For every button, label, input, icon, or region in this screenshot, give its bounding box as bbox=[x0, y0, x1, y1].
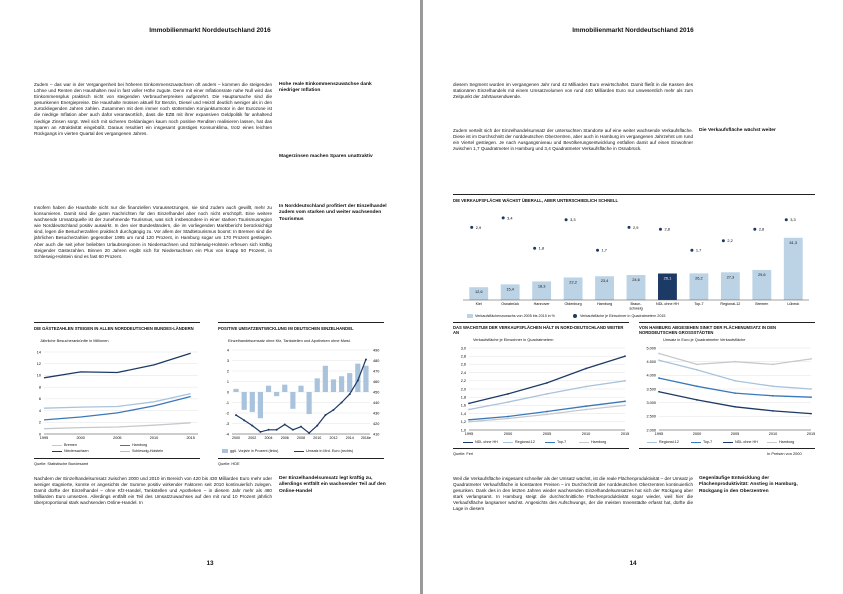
chart-subtitle: Umsatz in Euro je Quadratmeter Verkaufsfläche bbox=[663, 337, 746, 342]
chart-bottom-rule bbox=[34, 458, 200, 459]
y-tick-label: -2 bbox=[225, 411, 229, 416]
bar-value-label: 61,3 bbox=[789, 239, 798, 245]
chart-subtitle: Einzelhandelsumsatz ohne Kfz, Tankstellen und Apotheken ohne Mwst. bbox=[228, 338, 351, 343]
x-tick-label: Regional-12 bbox=[720, 302, 741, 306]
x-tick-label: Top-7 bbox=[694, 302, 704, 306]
body-paragraph: Nachdem der Einzelhandelsumsatz zwischen 2000 und 2010 im Bereich von 420 bis 430 Milliarden Euro mehr oder weniger stagnierte, konnte er angesichts der Summe positiv wirkender Faktoren seit 2010 kontinuierlich zulegen. Damit dürfte der Einzelhandel – ohne Kfz-Handel, Tankstellen und Apotheken – in diesem Jahr mehr als 480 Milliarden Euro umsetzen. Allerdings entfällt ein Teil des Umsatzzuwachses auf den mit rund 10 Prozent jährlich überproportional stark wachsenden Online-Handel. In bbox=[34, 476, 272, 506]
legend-item: Regional-12 bbox=[647, 440, 679, 444]
legend-item: Hamburg bbox=[579, 440, 606, 444]
margin-note: Magerzinsen machen Sparen unattraktiv bbox=[279, 154, 373, 159]
point-value-label: 3,3 bbox=[570, 217, 576, 223]
y-tick-label: 3 bbox=[226, 358, 229, 363]
legend-item: Bremen bbox=[52, 443, 77, 447]
chart-source: Quelle: HDE bbox=[218, 461, 240, 466]
legend-item: NDL ohne HH bbox=[463, 440, 498, 444]
data-point bbox=[696, 385, 698, 387]
data-point bbox=[308, 432, 310, 434]
data-point bbox=[502, 216, 505, 219]
legend-item: NDL ohne HH bbox=[723, 440, 758, 444]
x-tick-label: 2006 bbox=[280, 436, 289, 440]
bar bbox=[282, 385, 287, 392]
chart-subtitle: Verkaufsfläche je Einwohner in Quadratmetern bbox=[473, 337, 554, 342]
chart-source: Quelle: Statistische Bundesamt bbox=[34, 461, 89, 466]
chart-note: In Preisen von 2000 bbox=[767, 451, 802, 456]
y-tick-label: 12 bbox=[36, 362, 41, 367]
series-line bbox=[44, 353, 191, 378]
legend-item: Hamburg bbox=[120, 443, 147, 447]
x-tick-label: 2015 bbox=[186, 436, 195, 440]
y-tick-label: -3 bbox=[225, 421, 229, 426]
right-page bbox=[423, 0, 843, 594]
bar bbox=[784, 238, 803, 300]
y-tick-label: 2,2 bbox=[460, 379, 466, 384]
y-tick-label: 4 bbox=[226, 348, 229, 353]
x-tick-label: 2010 bbox=[581, 432, 591, 436]
body-paragraph: Zudem – das war in der Vergangenheit bei höheren Einkommenszuwächsen oft anders – kommen die steigenden Löhne und Renten den Haushalten real in fast voller Höhe zugute. Denn mit einer Inflationsrate nahe Null wird das Einkommensplus praktisch nicht von steigenden Verbraucherpreisen aufgezehrt. Die Hauptursache sind die gesunkenen Energiepreise. Die Haushalte müssen aktuell für Benzin, Diesel und Heizöl deutlich weniger als in den zurückliegenden Jahren zahlen. Zusammen mit dem immer noch stotternden Konjunkturmotor in der Eurozone ist die niedrige Inflation aber auch dafür verantwortlich, dass die EZB mit ihrer expansiven Geldpolitik für anhaltend niedrige Zinsen sorgt. Weil sich mit sicheren Geldanlagen kaum noch positive Renditen realisieren lassen, hat das Sparen an Attraktivität eingebüßt. Daraus resultiert ein insgesamt günstiges Konsumklima, trotz eines leichten Rückgangs im vierten Quartal des vergangenen Jahres. bbox=[34, 82, 272, 136]
page-number: 13 bbox=[206, 560, 214, 567]
bar bbox=[298, 386, 303, 392]
x-tick-label: 2004 bbox=[264, 436, 273, 440]
sales-area-per-capita-chart bbox=[449, 344, 631, 440]
legend-item: Umsatz in Mrd. Euro (rechts) bbox=[294, 449, 353, 453]
data-point bbox=[734, 361, 736, 363]
x-tick-label: Hannover bbox=[533, 302, 550, 306]
margin-note: Hohe reale Einkommenszuwächse dank niedriger Inflation bbox=[279, 82, 372, 94]
data-point bbox=[624, 400, 626, 402]
y-tick-label: 4 bbox=[38, 408, 41, 413]
bar bbox=[339, 376, 344, 392]
y-tick-label: 3.500 bbox=[646, 387, 656, 392]
y2-tick-label: 460 bbox=[373, 379, 380, 384]
bar-value-label: 18,3 bbox=[537, 283, 546, 289]
data-point bbox=[533, 247, 536, 250]
chart-bottom-rule bbox=[639, 448, 815, 449]
guest-arrivals-chart bbox=[30, 346, 202, 446]
left-page bbox=[0, 0, 420, 594]
y2-tick-label: 450 bbox=[373, 390, 380, 395]
y-tick-label: 1,0 bbox=[460, 428, 466, 433]
running-head: Immobilienmarkt Norddeutschland 2016 bbox=[572, 27, 694, 34]
y-tick-label: 4.000 bbox=[646, 373, 656, 378]
data-point bbox=[243, 419, 245, 421]
x-tick-label: 2012 bbox=[329, 436, 338, 440]
y-tick-label: 3.000 bbox=[646, 400, 656, 405]
x-tick-label: 2015 bbox=[620, 432, 630, 436]
y2-tick-label: 470 bbox=[373, 369, 380, 374]
legend-item: Schleswig-Holstein bbox=[120, 449, 163, 453]
point-value-label: 1,7 bbox=[695, 247, 702, 253]
y-tick-label: 2,8 bbox=[460, 354, 466, 359]
x-tick-label: 2002 bbox=[248, 436, 257, 440]
x-tick-label: 2008 bbox=[297, 436, 305, 440]
x-tick-label: 1995 bbox=[654, 432, 664, 436]
y-tick-label: 8 bbox=[38, 385, 41, 390]
data-point bbox=[349, 393, 351, 395]
sales-area-growth-chart bbox=[453, 210, 815, 314]
chart-bottom-rule bbox=[218, 458, 384, 459]
y-tick-label: 3,0 bbox=[460, 346, 466, 351]
data-point bbox=[696, 364, 698, 366]
bar bbox=[307, 392, 312, 414]
series-line bbox=[44, 397, 191, 420]
x-tick-label: 2005 bbox=[542, 432, 552, 436]
y2-tick-label: 410 bbox=[373, 432, 380, 437]
x-tick-label: Bremen bbox=[755, 302, 769, 306]
x-tick-label: Lübeck bbox=[787, 302, 800, 306]
point-value-label: 2,2 bbox=[727, 238, 733, 244]
data-point bbox=[772, 410, 774, 412]
y-tick-label: 0 bbox=[38, 432, 41, 437]
y-tick-label: -4 bbox=[225, 432, 229, 437]
legend-item: Hamburg bbox=[767, 440, 794, 444]
y-tick-label: 2,6 bbox=[460, 362, 466, 367]
series-line bbox=[44, 423, 191, 429]
data-point bbox=[324, 414, 326, 416]
body-paragraph: Insofern haben die Haushalte nicht nur die finanziellen Voraussetzungen, sie sind zudem auch gewillt, mehr zu konsumieren. Damit sind die guten Nachrichten für den Einzelhandel aber noch nicht erschöpft. Eine weitere wachsende Umsatzquelle ist der zunehmende Tourismus, was sich insbesondere in einer starken Tourismusregion wie Norddeutschland positiv auswirkt. In den vier Bundesländern, die im vorliegenden Marktbericht berücksichtigt sind, legen die Besucherzahlen praktisch durchgängig zu. Vor allem der Städtetourismus boomt: In Bremen sind die jährlichen Besucherzahlen gegenüber 1995 um rund 120 Prozent, in Hamburg sogar um 170 Prozent gestiegen. Aber auch die seit jeher beliebten Urlaubsregionen in Niedersachsen und Schleswig-Holstein erfreuen sich kräftig steigender Gästezahlen. Binnen 20 Jahren ergibt sich für Niedersachsen ein Plus von knapp 50 Prozent, in Schleswig-Holstein sind es fast 60 Prozent. bbox=[34, 205, 272, 259]
bar bbox=[347, 373, 352, 392]
y-tick-label: 1,4 bbox=[460, 411, 466, 416]
x-tick-label: 2016e bbox=[360, 436, 371, 440]
point-value-label: 2,9 bbox=[475, 224, 482, 230]
bar-value-label: 15,4 bbox=[506, 286, 514, 292]
data-point bbox=[357, 379, 359, 381]
y-tick-label: 4.500 bbox=[646, 359, 656, 364]
margin-note: Gegenläufige Entwicklung der Flächenproduktivität: Anstieg in Hamburg, Rückgang in den Oberzentren bbox=[699, 476, 798, 494]
x-tick-label: 2000 bbox=[232, 436, 241, 440]
bar bbox=[242, 392, 247, 410]
chart-title: DIE VERKAUFSFLÄCHE WÄCHST ÜBERALL, ABER UNTERSCHIEDLICH SCHNELL bbox=[453, 198, 619, 203]
sales-per-sqm-chart bbox=[635, 344, 817, 440]
data-point bbox=[507, 401, 509, 403]
bar bbox=[233, 389, 238, 392]
y-tick-label: -1 bbox=[225, 400, 229, 405]
bar bbox=[331, 379, 336, 392]
series-line bbox=[44, 394, 191, 409]
chart-subtitle: Jährliche Besucherankünfte in Millionen bbox=[40, 338, 109, 343]
data-point bbox=[292, 429, 294, 431]
bar-value-label: 24,6 bbox=[632, 277, 640, 283]
bar-value-label: 26,1 bbox=[663, 275, 672, 281]
data-point bbox=[810, 396, 812, 398]
bar-value-label: 22,2 bbox=[569, 279, 577, 285]
bar bbox=[315, 378, 320, 392]
x-tick-label: schweig bbox=[629, 306, 643, 311]
x-tick-label: Osnabrück bbox=[501, 302, 520, 306]
bar-value-label: 27,3 bbox=[726, 274, 735, 280]
data-point bbox=[690, 249, 693, 252]
data-point bbox=[734, 392, 736, 394]
point-value-label: 1,8 bbox=[538, 245, 545, 251]
data-point bbox=[470, 226, 473, 229]
data-point bbox=[507, 416, 509, 418]
running-head: Immobilienmarkt Norddeutschland 2016 bbox=[149, 27, 271, 34]
bar-value-label: 12,6 bbox=[474, 289, 483, 295]
chart-title: POSITIVE UMSATZENTWICKLUNG IM DEUTSCHEN EINZELHANDEL bbox=[218, 326, 354, 331]
point-value-label: 3,3 bbox=[790, 217, 796, 223]
y2-tick-label: 440 bbox=[373, 400, 380, 405]
x-tick-label: Kiel bbox=[475, 302, 482, 306]
body-paragraph: Zudem verteilt sich der Einzelhandelsumsatz der untersuchten Standorte auf eine weiter wachsende Verkaufsfläche. Diese ist im Durchschnitt der norddeutschen Oberzentren, aber auch in Hamburg im vergangenen Jahrzehnt um rund ein Viertel gestiegen. Je nach Ausgangsniveau und Bevölkerungsentwicklung entfallen damit auf einen Einwohner zwischen 1,7 Quadratmeter in Hamburg und 3,4 Quadratmeter Verkaufsfläche in Osnabrück. bbox=[453, 128, 693, 152]
bar bbox=[258, 392, 263, 418]
legend-item: ggü. Vorjahr in Prozent (links) bbox=[222, 449, 278, 453]
data-point bbox=[696, 369, 698, 371]
data-point bbox=[785, 218, 788, 221]
data-point bbox=[772, 395, 774, 397]
data-point bbox=[772, 364, 774, 366]
series-line bbox=[659, 360, 811, 389]
y2-tick-label: 480 bbox=[373, 358, 380, 363]
x-tick-label: 1995 bbox=[39, 436, 49, 440]
legend-item: Verkaufsfläche je Einwohner in Quadratmetern 2015 bbox=[573, 314, 665, 318]
point-value-label: 2,8 bbox=[758, 226, 765, 232]
x-tick-label: 2014 bbox=[345, 436, 354, 440]
data-point bbox=[565, 218, 568, 221]
data-point bbox=[624, 380, 626, 382]
data-point bbox=[507, 418, 509, 420]
series-line bbox=[469, 401, 625, 420]
y-tick-label: 1,2 bbox=[460, 420, 466, 425]
data-point bbox=[810, 413, 812, 415]
x-tick-label: NDL ohne HH bbox=[656, 302, 679, 306]
x-tick-label: 2005 bbox=[730, 432, 740, 436]
y-tick-label: 10 bbox=[36, 373, 41, 378]
bar bbox=[290, 392, 295, 409]
y-tick-label: 2,4 bbox=[460, 370, 466, 375]
data-point bbox=[734, 406, 736, 408]
data-point bbox=[259, 431, 261, 433]
data-point bbox=[810, 388, 812, 390]
data-point bbox=[585, 368, 587, 370]
data-point bbox=[546, 393, 548, 395]
bar-value-label: 26,2 bbox=[695, 275, 703, 281]
data-point bbox=[468, 421, 470, 423]
series-line bbox=[236, 360, 366, 434]
data-point bbox=[624, 405, 626, 407]
data-point bbox=[251, 425, 253, 427]
margin-note: In Norddeutschland profitiert der Einzelhandel zudem vom starken und weiter wachsenden Tourismus bbox=[279, 204, 387, 222]
data-point bbox=[365, 358, 367, 360]
data-point bbox=[316, 425, 318, 427]
bar bbox=[355, 364, 360, 392]
data-point bbox=[341, 402, 343, 404]
data-point bbox=[585, 405, 587, 407]
data-point bbox=[468, 419, 470, 421]
legend-item: Top-7 bbox=[691, 440, 712, 444]
data-point bbox=[546, 411, 548, 413]
data-point bbox=[468, 409, 470, 411]
data-point bbox=[546, 414, 548, 416]
data-point bbox=[810, 358, 812, 360]
data-point bbox=[696, 399, 698, 401]
x-tick-label: 2000 bbox=[76, 436, 85, 440]
data-point bbox=[585, 386, 587, 388]
retail-sales-chart bbox=[214, 346, 394, 446]
y-tick-label: 0 bbox=[226, 390, 229, 395]
legend-item: Verkaufsflächenzuwachs von 2005 bis 2015 in % bbox=[467, 314, 555, 318]
data-point bbox=[659, 228, 662, 231]
y2-tick-label: 490 bbox=[373, 348, 380, 353]
x-tick-label: Hamburg bbox=[596, 302, 613, 306]
chart-top-rule bbox=[218, 322, 384, 323]
bar bbox=[323, 366, 328, 392]
data-point bbox=[268, 429, 270, 431]
y-tick-label: 1 bbox=[226, 379, 229, 384]
data-point bbox=[734, 380, 736, 382]
bar bbox=[250, 392, 255, 412]
chart-top-rule bbox=[34, 322, 200, 323]
margin-note: Der Einzelhandelsumsatz legt kräftig zu, allerdings entfällt ein wachsender Teil auf den Online-Handel bbox=[279, 476, 386, 494]
bar bbox=[274, 392, 279, 396]
bar-value-label: 29,6 bbox=[758, 271, 766, 277]
x-tick-label: Braun- bbox=[630, 302, 642, 306]
data-point bbox=[658, 377, 660, 379]
bar bbox=[363, 366, 368, 392]
data-point bbox=[772, 385, 774, 387]
margin-note: Die Verkaufsfläche wächst weiter bbox=[699, 128, 776, 133]
y-tick-label: 6 bbox=[38, 397, 41, 402]
data-point bbox=[753, 228, 756, 231]
x-tick-label: 1995 bbox=[464, 432, 474, 436]
chart-title: VON HAMBURG ABGESEHEN SINKT DER FLÄCHENUMSATZ IN DEN NORDDEUTSCHEN GROSSSTÄDTEN bbox=[639, 325, 777, 336]
page-number: 14 bbox=[629, 560, 637, 567]
y2-tick-label: 420 bbox=[373, 421, 380, 426]
body-paragraph: Weil die Verkaufsfläche insgesamt schneller als der Umsatz wächst, ist die reale Flächenproduktivität – der Umsatz je Quadratmeter Verkaufsfläche in konstanten Preisen – im Durchschnitt der norddeutschen Oberzentren kontinuierlich gesunken. Dank des in den letzten Jahren wieder wachsenden Einzelhandelsumsatzes hat sich der Rückgang aber stark verlangsamt. In Hamburg steigt die durchschnittliche Flächenproduktivität sogar wieder, weil hier die Verkaufsfläche langsamer wächst. Angesichts des Aufschwungs, der die meisten Innenstädte erfasst hat, dürfte die Lage in diesem bbox=[453, 476, 693, 512]
data-point bbox=[284, 424, 286, 426]
data-point bbox=[624, 355, 626, 357]
data-point bbox=[658, 353, 660, 355]
legend-item: Regional-12 bbox=[503, 440, 535, 444]
chart-title: DIE GÄSTEZAHLEN STEIGEN IN ALLEN NORDDEUTSCHEN BUNDES-LÄNDERN bbox=[34, 326, 194, 331]
chart-top-rule bbox=[453, 194, 815, 195]
data-point bbox=[276, 429, 278, 431]
x-tick-label: 2010 bbox=[149, 436, 159, 440]
x-tick-label: 2010 bbox=[768, 432, 778, 436]
x-tick-label: Oldenburg bbox=[564, 302, 582, 306]
x-tick-label: 2010 bbox=[313, 436, 322, 440]
chart-title: DAS WACHSTUM DER VERKAUFSFLÄCHEN HÄLT IN NORD-DEUTSCHLAND WEITER AN bbox=[453, 325, 624, 336]
data-point bbox=[235, 414, 237, 416]
chart-top-rule bbox=[453, 322, 629, 323]
y2-tick-label: 430 bbox=[373, 411, 380, 416]
body-paragraph: diesem Segment wurden im vergangenen Jahr rund 42 Milliarden Euro erwirtschaftet. Damit fließt in die Kassen des stationären Einzelhandels mit einem Umsatzvolumen von rund 440 Milliarden Euro nur unwesentlich mehr als zum Zeitpunkt der Jahrtausendwende. bbox=[453, 82, 693, 100]
point-value-label: 1,7 bbox=[601, 247, 607, 253]
y-tick-label: 2.000 bbox=[646, 428, 656, 433]
y-tick-label: 14 bbox=[36, 350, 41, 355]
data-point bbox=[585, 409, 587, 411]
y-tick-label: 2 bbox=[38, 420, 41, 425]
data-point bbox=[628, 226, 631, 229]
data-point bbox=[658, 359, 660, 361]
series-line bbox=[469, 356, 625, 403]
chart-source: Quelle: Feri bbox=[453, 451, 474, 456]
bar-value-label: 23,4 bbox=[600, 278, 609, 284]
data-point bbox=[722, 239, 725, 242]
chart-top-rule bbox=[639, 322, 815, 323]
point-value-label: 2,8 bbox=[664, 226, 670, 232]
point-value-label: 2,9 bbox=[633, 224, 639, 230]
y-tick-label: 1,8 bbox=[460, 395, 466, 400]
series-line bbox=[659, 354, 811, 365]
point-value-label: 3,4 bbox=[507, 215, 513, 221]
y-tick-label: 5.000 bbox=[646, 346, 656, 351]
y-tick-label: 2,0 bbox=[460, 387, 466, 392]
data-point bbox=[658, 391, 660, 393]
chart-bottom-rule bbox=[453, 448, 629, 449]
legend-item: Top-7 bbox=[545, 440, 566, 444]
x-tick-label: 2000 bbox=[692, 432, 702, 436]
x-tick-label: 2015 bbox=[806, 432, 816, 436]
y-tick-label: 2.500 bbox=[646, 414, 656, 419]
data-point bbox=[596, 249, 599, 252]
x-tick-label: 2005 bbox=[113, 436, 122, 440]
data-point bbox=[546, 382, 548, 384]
data-point bbox=[300, 426, 302, 428]
bar bbox=[266, 386, 271, 392]
legend-item: Niedersachsen bbox=[52, 449, 89, 453]
x-tick-label: 2000 bbox=[503, 432, 513, 436]
data-point bbox=[332, 409, 334, 411]
y-tick-label: 1,6 bbox=[460, 403, 466, 408]
y-tick-label: 2 bbox=[226, 369, 229, 374]
data-point bbox=[507, 393, 509, 395]
data-point bbox=[468, 402, 470, 404]
